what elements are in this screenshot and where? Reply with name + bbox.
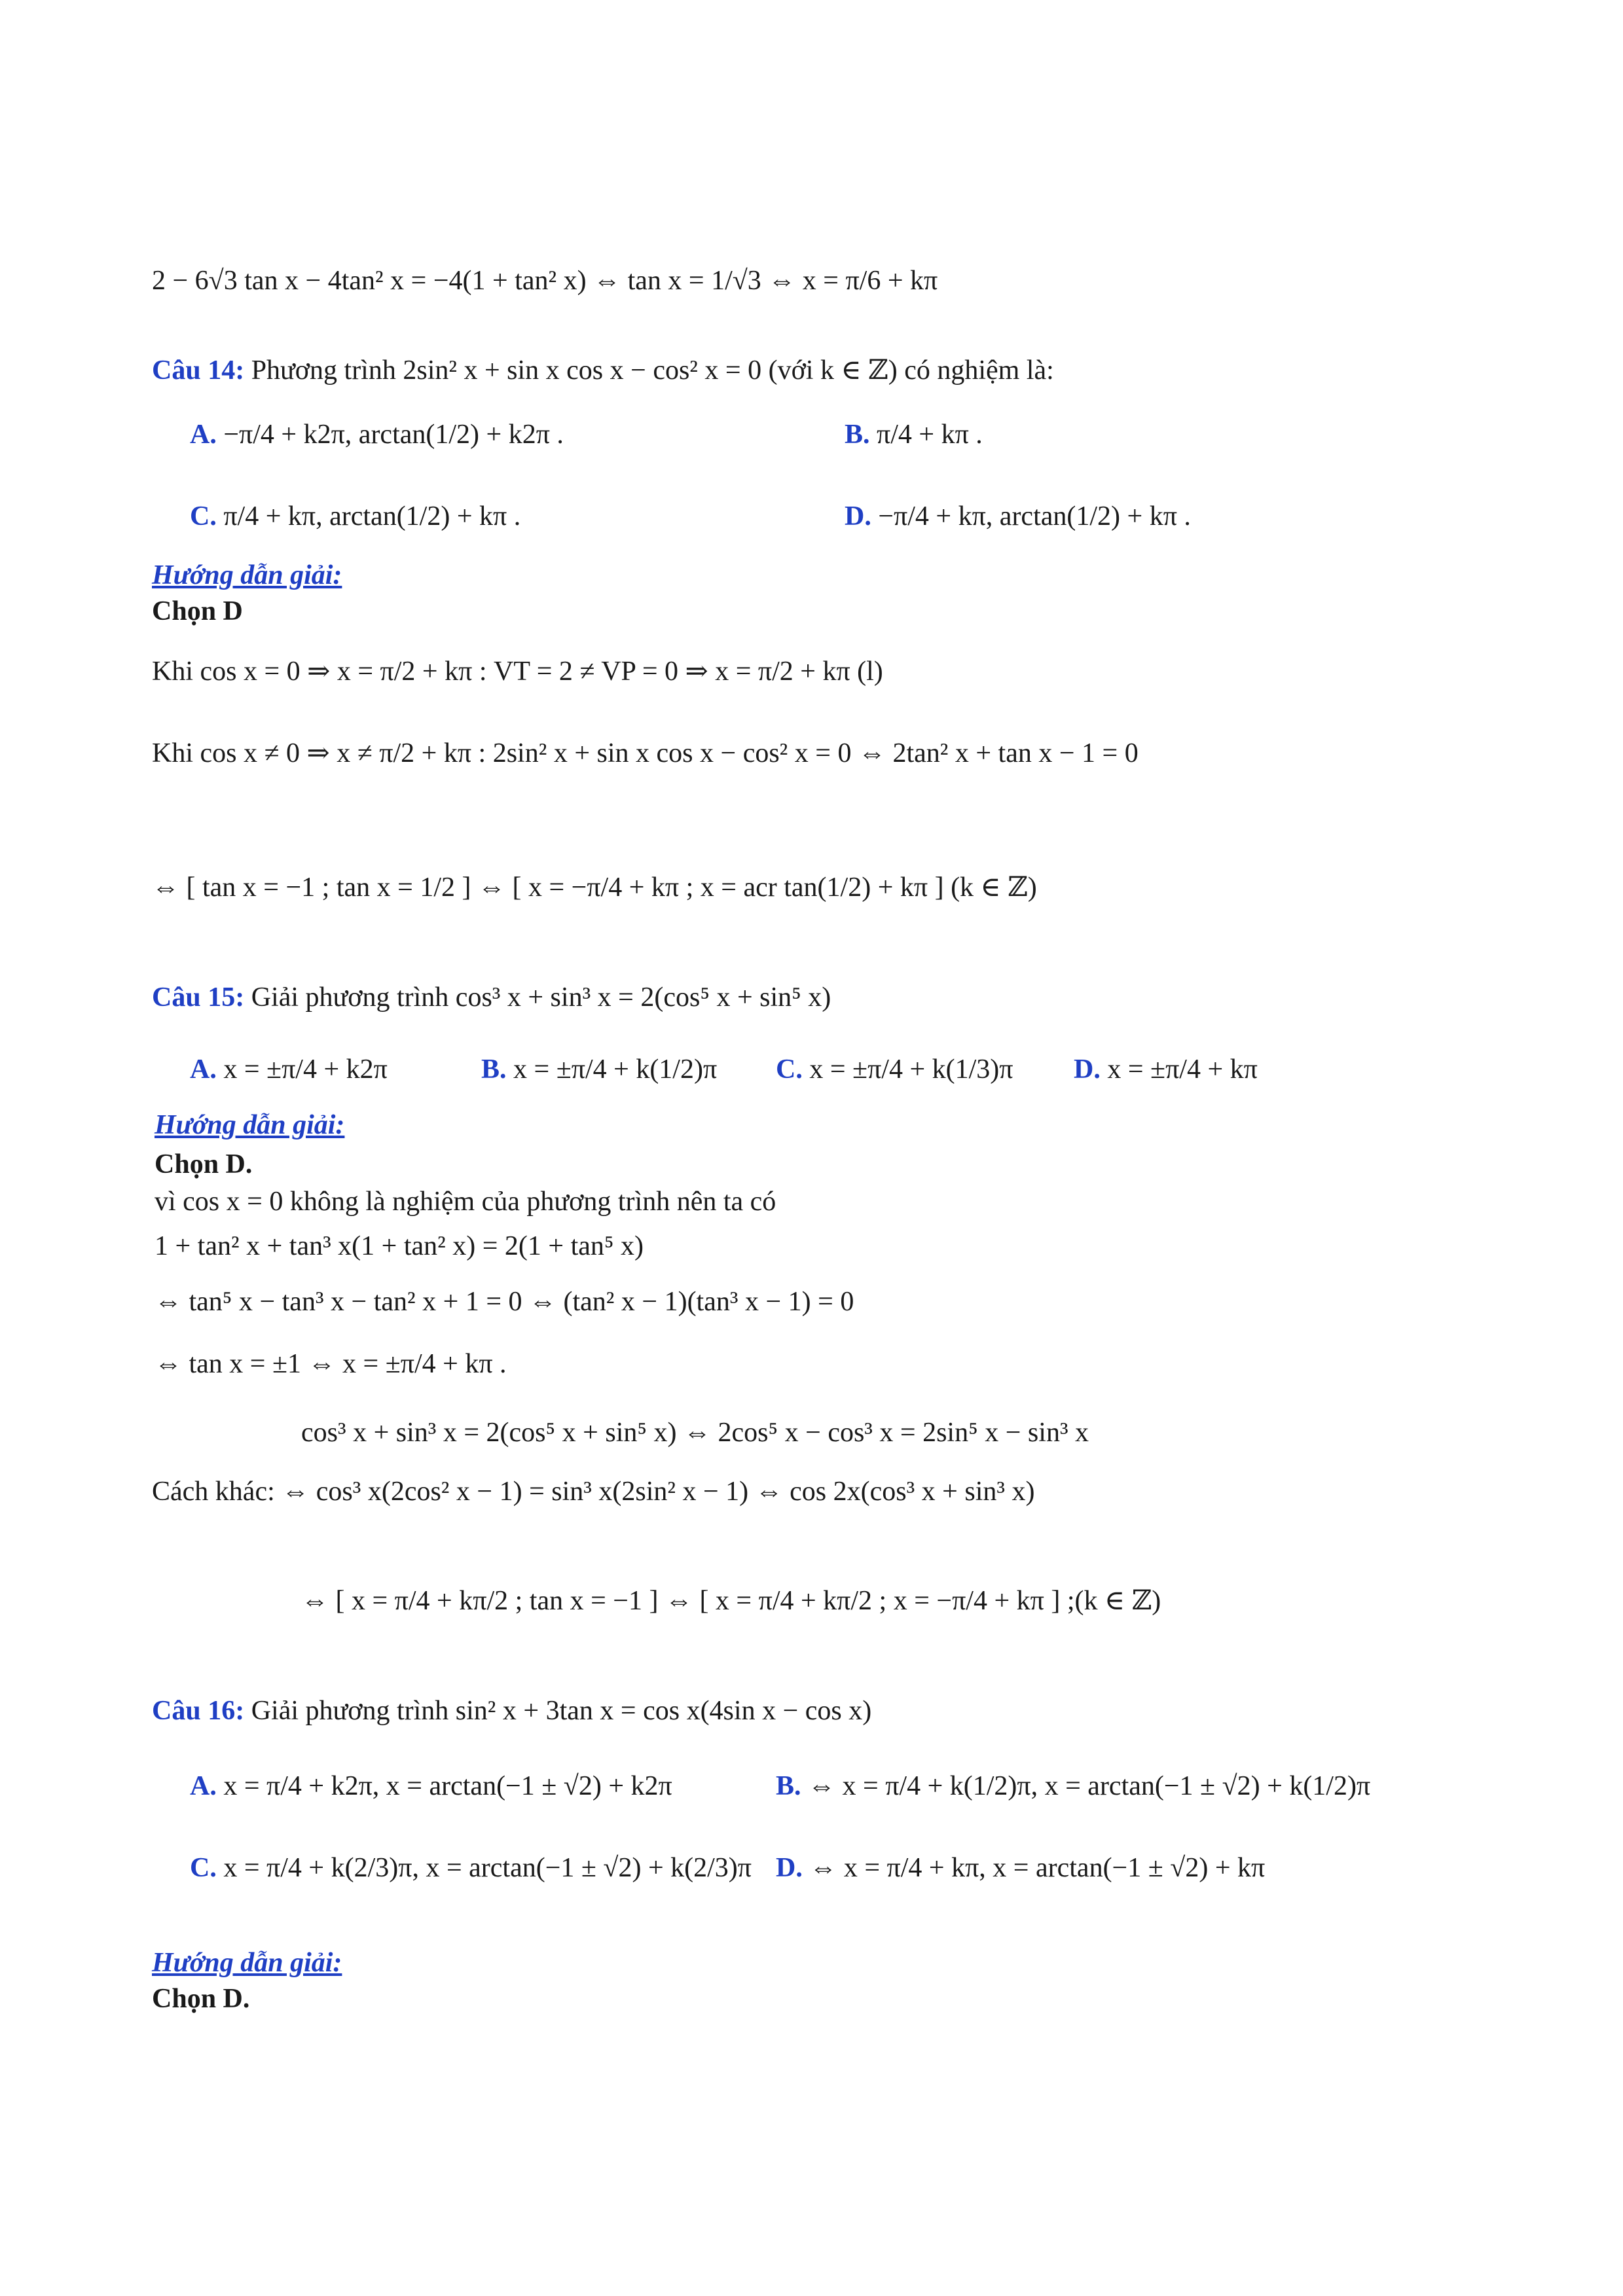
q16-option-b-text: ⇔ x = π/4 + k(1/2)π, x = arctan(−1 ± √2) + k(1/2)π bbox=[808, 1771, 1371, 1801]
q14-guide-heading: Hướng dẫn giải: bbox=[152, 560, 342, 590]
q16-option-a-text: x = π/4 + k2π, x = arctan(−1 ± √2) + k2π bbox=[223, 1771, 672, 1801]
q14-answer: Chọn D bbox=[152, 596, 243, 626]
q16-guide-heading: Hướng dẫn giải: bbox=[152, 1948, 342, 1978]
q16-option-a-label: A. bbox=[190, 1771, 217, 1801]
q16-option-b bbox=[776, 1770, 1370, 1802]
q15-option-b bbox=[481, 1054, 717, 1085]
q15-option-d-text: x = ±π/4 + kπ bbox=[1107, 1054, 1258, 1085]
question-15-label: Câu 15: bbox=[152, 982, 245, 1013]
q16-option-a bbox=[190, 1770, 672, 1802]
q16-option-d bbox=[776, 1852, 1265, 1884]
q15-option-d-label: D. bbox=[1074, 1054, 1101, 1085]
q14-option-d-label: D. bbox=[845, 501, 871, 531]
question-15 bbox=[152, 982, 831, 1013]
q14-solution-line-2: Khi cos x ≠ 0 ⇒ x ≠ π/2 + kπ : 2sin² x + sin x cos x − cos² x = 0 ⇔ 2tan² x + tan x − 1 = 0 bbox=[152, 738, 1139, 768]
question-15-text: Giải phương trình cos³ x + sin³ x = 2(cos⁵ x + sin⁵ x) bbox=[251, 982, 831, 1013]
q15-option-c-label: C. bbox=[776, 1054, 803, 1085]
q15-solution-line-5: cos³ x + sin³ x = 2(cos⁵ x + sin⁵ x) ⇔ 2cos⁵ x − cos³ x = 2sin⁵ x − sin³ x bbox=[301, 1418, 1089, 1448]
q16-option-d-text: ⇔ x = π/4 + kπ, x = arctan(−1 ± √2) + kπ bbox=[809, 1853, 1266, 1883]
q14-option-b bbox=[845, 419, 983, 450]
q14-option-c-label: C. bbox=[190, 501, 217, 531]
q14-solution-line-3: ⇔ [ tan x = −1 ; tan x = 1/2 ] ⇔ [ x = −π/4 + kπ ; x = acr tan(1/2) + kπ ] (k ∈ ℤ) bbox=[152, 872, 1037, 903]
q15-solution-line-2: 1 + tan² x + tan³ x(1 + tan² x) = 2(1 + tan⁵ x) bbox=[155, 1231, 644, 1261]
q15-option-b-label: B. bbox=[481, 1054, 507, 1085]
intro-equation: 2 − 6√3 tan x − 4tan² x = −4(1 + tan² x) ⇔ tan x = 1/√3 ⇔ x = π/6 + kπ bbox=[152, 266, 938, 296]
q14-option-c bbox=[190, 501, 520, 532]
q14-solution-line-1: Khi cos x = 0 ⇒ x = π/2 + kπ : VT = 2 ≠ VP = 0 ⇒ x = π/2 + kπ (l) bbox=[152, 656, 883, 687]
q16-option-d-label: D. bbox=[776, 1853, 803, 1883]
question-16-text: Giải phương trình sin² x + 3tan x = cos x(4sin x − cos x) bbox=[251, 1696, 872, 1726]
question-16-label: Câu 16: bbox=[152, 1696, 245, 1726]
q15-solution-line-4: ⇔ tan x = ±1 ⇔ x = ±π/4 + kπ . bbox=[155, 1349, 507, 1379]
q16-option-c-text: x = π/4 + k(2/3)π, x = arctan(−1 ± √2) + k(2/3)π bbox=[223, 1853, 752, 1883]
q16-option-c-label: C. bbox=[190, 1853, 217, 1883]
q14-option-d-text: −π/4 + kπ, arctan(1/2) + kπ . bbox=[878, 501, 1191, 531]
q15-solution-line-7: ⇔ [ x = π/4 + kπ/2 ; tan x = −1 ] ⇔ [ x = π/4 + kπ/2 ; x = −π/4 + kπ ] ;(k ∈ ℤ) bbox=[301, 1586, 1161, 1616]
q15-option-d bbox=[1074, 1054, 1258, 1085]
q15-option-a-text: x = ±π/4 + k2π bbox=[223, 1054, 388, 1085]
q15-solution-line-3: ⇔ tan⁵ x − tan³ x − tan² x + 1 = 0 ⇔ (tan² x − 1)(tan³ x − 1) = 0 bbox=[155, 1287, 854, 1317]
q14-option-a-text: −π/4 + k2π, arctan(1/2) + k2π . bbox=[223, 420, 564, 450]
q16-answer: Chọn D. bbox=[152, 1984, 250, 2014]
q15-answer: Chọn D. bbox=[155, 1149, 253, 1179]
question-16 bbox=[152, 1695, 871, 1727]
q14-option-a-label: A. bbox=[190, 420, 217, 450]
q16-option-c bbox=[190, 1852, 752, 1884]
q15-option-a bbox=[190, 1054, 388, 1085]
q15-option-a-label: A. bbox=[190, 1054, 217, 1085]
q15-solution-line-6: Cách khác: ⇔ cos³ x(2cos² x − 1) = sin³ x(2sin² x − 1) ⇔ cos 2x(cos³ x + sin³ x) bbox=[152, 1477, 1035, 1507]
q16-option-b-label: B. bbox=[776, 1771, 801, 1801]
q15-option-b-text: x = ±π/4 + k(1/2)π bbox=[513, 1054, 718, 1085]
question-14-label: Câu 14: bbox=[152, 355, 245, 386]
q14-option-b-text: π/4 + kπ . bbox=[877, 420, 983, 450]
q14-option-d bbox=[845, 501, 1191, 532]
q15-option-c-text: x = ±π/4 + k(1/3)π bbox=[809, 1054, 1013, 1085]
q15-option-c bbox=[776, 1054, 1013, 1085]
q15-solution-line-1: vì cos x = 0 không là nghiệm của phương trình nên ta có bbox=[155, 1187, 776, 1217]
question-14 bbox=[152, 353, 1054, 386]
q15-guide-heading: Hướng dẫn giải: bbox=[155, 1110, 345, 1140]
question-14-text: Phương trình 2sin² x + sin x cos x − cos² x = 0 (với k ∈ ℤ) có nghiệm là: bbox=[251, 355, 1054, 386]
q14-option-b-label: B. bbox=[845, 420, 870, 450]
q14-option-a bbox=[190, 419, 564, 450]
q14-option-c-text: π/4 + kπ, arctan(1/2) + kπ . bbox=[223, 501, 521, 531]
